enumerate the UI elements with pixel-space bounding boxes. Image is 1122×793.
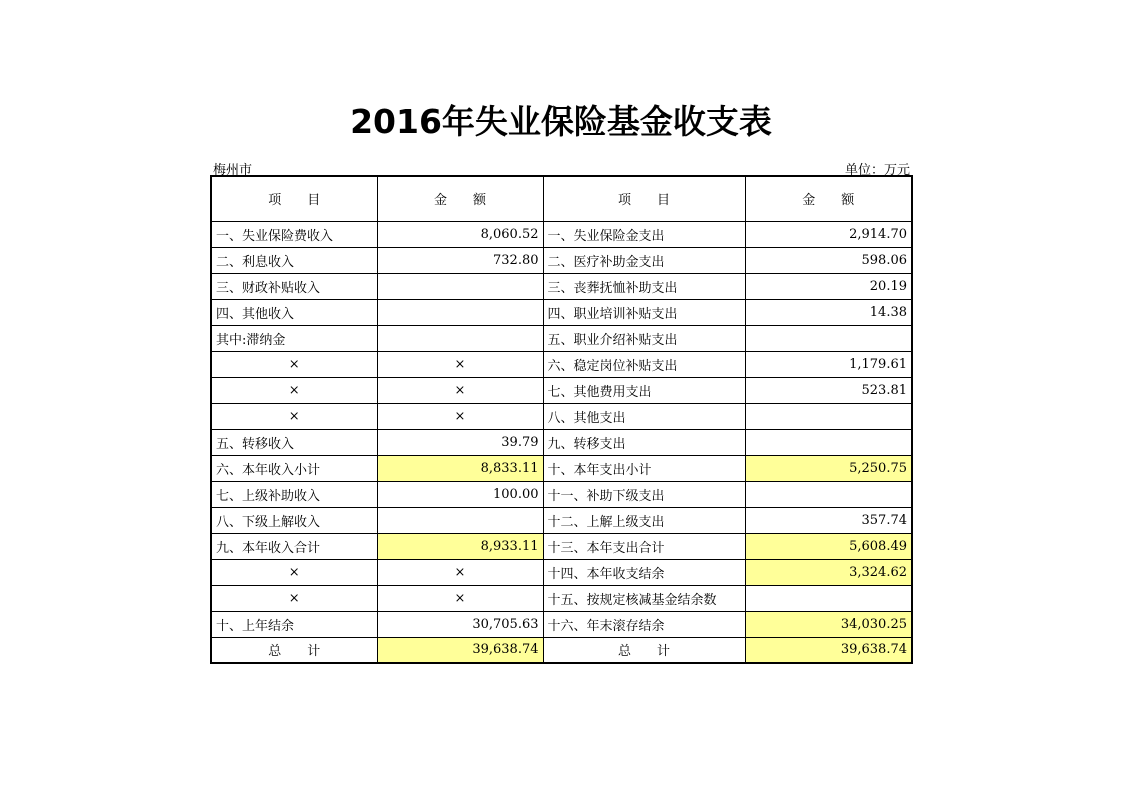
expense-item: 十二、上解上级支出 bbox=[543, 507, 745, 533]
expense-amount bbox=[745, 325, 912, 351]
fund-income-expenditure-table bbox=[210, 175, 913, 664]
expense-item: 十六、年末滚存结余 bbox=[543, 611, 745, 637]
expense-item: 九、转移支出 bbox=[543, 429, 745, 455]
expense-amount: 1,179.61 bbox=[745, 351, 912, 377]
table-total-row bbox=[211, 637, 912, 663]
income-amount: × bbox=[377, 403, 543, 429]
expense-total-label: 总 计 bbox=[543, 637, 745, 663]
expense-amount: 14.38 bbox=[745, 299, 912, 325]
unit-label: 单位：万元 bbox=[844, 163, 910, 178]
table-row bbox=[211, 611, 912, 637]
table-row bbox=[211, 299, 912, 325]
income-amount bbox=[377, 299, 543, 325]
expense-item: 七、其他费用支出 bbox=[543, 377, 745, 403]
income-amount bbox=[377, 325, 543, 351]
header-item-right: 项 目 bbox=[543, 176, 745, 221]
income-item: 四、其他收入 bbox=[211, 299, 377, 325]
income-item: 二、利息收入 bbox=[211, 247, 377, 273]
income-amount: 100.00 bbox=[377, 481, 543, 507]
table-row bbox=[211, 247, 912, 273]
table-header-row bbox=[211, 176, 912, 221]
region-label: 梅州市 bbox=[213, 163, 253, 178]
expense-amount: 357.74 bbox=[745, 507, 912, 533]
income-amount: × bbox=[377, 377, 543, 403]
income-item: 十、上年结余 bbox=[211, 611, 377, 637]
table-row bbox=[211, 559, 912, 585]
income-item: 七、上级补助收入 bbox=[211, 481, 377, 507]
expense-amount: 3,324.62 bbox=[745, 559, 912, 585]
income-item: 三、财政补贴收入 bbox=[211, 273, 377, 299]
income-item: × bbox=[211, 377, 377, 403]
income-item: 其中:滞纳金 bbox=[211, 325, 377, 351]
expense-item: 十五、按规定核减基金结余数 bbox=[543, 585, 745, 611]
header-amount-right: 金 额 bbox=[745, 176, 912, 221]
income-amount: 8,933.11 bbox=[377, 533, 543, 559]
income-amount: 8,833.11 bbox=[377, 455, 543, 481]
table-row bbox=[211, 429, 912, 455]
table-row bbox=[211, 377, 912, 403]
expense-total-amount: 39,638.74 bbox=[745, 637, 912, 663]
expense-item: 十四、本年收支结余 bbox=[543, 559, 745, 585]
income-item: × bbox=[211, 403, 377, 429]
expense-item: 六、稳定岗位补贴支出 bbox=[543, 351, 745, 377]
expense-item: 八、其他支出 bbox=[543, 403, 745, 429]
income-total-label: 总 计 bbox=[211, 637, 377, 663]
table-row bbox=[211, 273, 912, 299]
table-row bbox=[211, 403, 912, 429]
expense-item: 十、本年支出小计 bbox=[543, 455, 745, 481]
income-item: × bbox=[211, 351, 377, 377]
expense-amount: 5,250.75 bbox=[745, 455, 912, 481]
expense-amount bbox=[745, 481, 912, 507]
expense-amount: 523.81 bbox=[745, 377, 912, 403]
income-item: 一、失业保险费收入 bbox=[211, 221, 377, 247]
income-item: 六、本年收入小计 bbox=[211, 455, 377, 481]
table-row bbox=[211, 507, 912, 533]
expense-amount: 2,914.70 bbox=[745, 221, 912, 247]
expense-amount bbox=[745, 403, 912, 429]
income-item: 八、下级上解收入 bbox=[211, 507, 377, 533]
income-amount: 30,705.63 bbox=[377, 611, 543, 637]
expense-amount: 5,608.49 bbox=[745, 533, 912, 559]
header-amount-left: 金 额 bbox=[377, 176, 543, 221]
income-amount: 39.79 bbox=[377, 429, 543, 455]
income-amount: 8,060.52 bbox=[377, 221, 543, 247]
table-row bbox=[211, 351, 912, 377]
expense-item: 二、医疗补助金支出 bbox=[543, 247, 745, 273]
expense-amount: 34,030.25 bbox=[745, 611, 912, 637]
income-amount: × bbox=[377, 559, 543, 585]
income-item: 九、本年收入合计 bbox=[211, 533, 377, 559]
income-item: × bbox=[211, 559, 377, 585]
income-amount: × bbox=[377, 351, 543, 377]
expense-amount bbox=[745, 585, 912, 611]
expense-item: 三、丧葬抚恤补助支出 bbox=[543, 273, 745, 299]
expense-item: 五、职业介绍补贴支出 bbox=[543, 325, 745, 351]
table-row bbox=[211, 585, 912, 611]
expense-amount bbox=[745, 429, 912, 455]
expense-item: 四、职业培训补贴支出 bbox=[543, 299, 745, 325]
income-item: × bbox=[211, 585, 377, 611]
income-amount bbox=[377, 507, 543, 533]
table-row bbox=[211, 481, 912, 507]
income-amount bbox=[377, 273, 543, 299]
header-item-left: 项 目 bbox=[211, 176, 377, 221]
expense-item: 一、失业保险金支出 bbox=[543, 221, 745, 247]
page-title: 2016年失业保险基金收支表 bbox=[350, 102, 772, 141]
expense-amount: 598.06 bbox=[745, 247, 912, 273]
table-row bbox=[211, 533, 912, 559]
table-row bbox=[211, 325, 912, 351]
income-total-amount: 39,638.74 bbox=[377, 637, 543, 663]
income-item: 五、转移收入 bbox=[211, 429, 377, 455]
expense-item: 十一、补助下级支出 bbox=[543, 481, 745, 507]
expense-item: 十三、本年支出合计 bbox=[543, 533, 745, 559]
table-row bbox=[211, 221, 912, 247]
income-amount: × bbox=[377, 585, 543, 611]
expense-amount: 20.19 bbox=[745, 273, 912, 299]
table-row bbox=[211, 455, 912, 481]
income-amount: 732.80 bbox=[377, 247, 543, 273]
